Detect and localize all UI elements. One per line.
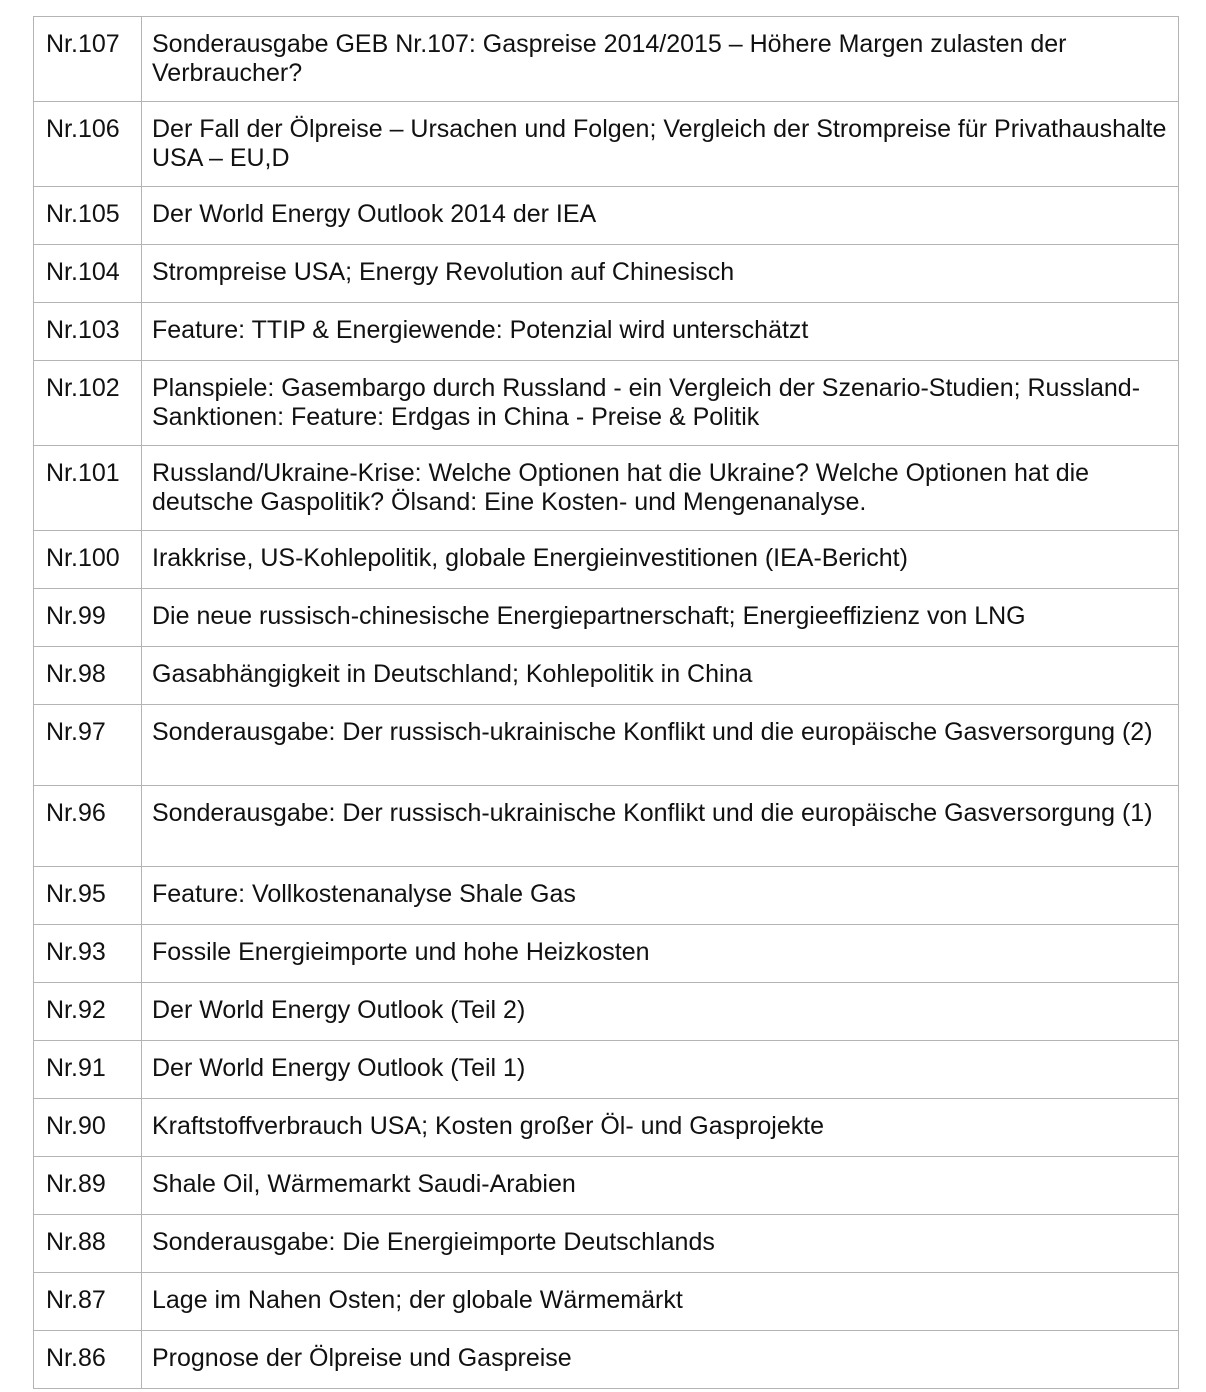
issue-row — [34, 531, 1179, 589]
issue-row — [34, 303, 1179, 361]
issue-number: Nr.91 — [34, 1041, 142, 1099]
issue-title: Der World Energy Outlook 2014 der IEA — [142, 187, 1179, 245]
issue-number: Nr.88 — [34, 1215, 142, 1273]
issue-number: Nr.98 — [34, 647, 142, 705]
issue-title: Gasabhängigkeit in Deutschland; Kohlepolitik in China — [142, 647, 1179, 705]
issue-title: Lage im Nahen Osten; der globale Wärmemärkt — [142, 1273, 1179, 1331]
issue-number: Nr.89 — [34, 1157, 142, 1215]
issue-number: Nr.86 — [34, 1331, 142, 1389]
issue-number: Nr.90 — [34, 1099, 142, 1157]
issue-number: Nr.102 — [34, 361, 142, 446]
issue-number: Nr.105 — [34, 187, 142, 245]
issues-table-body — [34, 17, 1179, 1389]
issue-title: Feature: Vollkostenanalyse Shale Gas — [142, 867, 1179, 925]
issue-row — [34, 1331, 1179, 1389]
issue-row — [34, 187, 1179, 245]
issue-title: Der World Energy Outlook (Teil 1) — [142, 1041, 1179, 1099]
issue-row — [34, 17, 1179, 102]
issue-number: Nr.95 — [34, 867, 142, 925]
issue-title: Sonderausgabe: Der russisch-ukrainische Konflikt und die europäische Gasversorgung (2) — [142, 705, 1179, 786]
issue-row — [34, 867, 1179, 925]
issue-title: Feature: TTIP & Energiewende: Potenzial wird unterschätzt — [142, 303, 1179, 361]
issue-row — [34, 1041, 1179, 1099]
issue-row — [34, 1215, 1179, 1273]
issue-row — [34, 925, 1179, 983]
issue-number: Nr.104 — [34, 245, 142, 303]
issue-number: Nr.92 — [34, 983, 142, 1041]
issue-row — [34, 446, 1179, 531]
issue-number: Nr.97 — [34, 705, 142, 786]
issue-row — [34, 245, 1179, 303]
issue-number: Nr.101 — [34, 446, 142, 531]
issue-row — [34, 1099, 1179, 1157]
issue-title: Sonderausgabe: Der russisch-ukrainische Konflikt und die europäische Gasversorgung (1) — [142, 786, 1179, 867]
issue-number: Nr.87 — [34, 1273, 142, 1331]
issue-title: Planspiele: Gasembargo durch Russland - ein Vergleich der Szenario-Studien; Russland-Sanktionen: Feature: Erdgas in China - Preise & Politik — [142, 361, 1179, 446]
issue-title: Sonderausgabe GEB Nr.107: Gaspreise 2014/2015 – Höhere Margen zulasten der Verbraucher? — [142, 17, 1179, 102]
issue-title: Irakkrise, US-Kohlepolitik, globale Energieinvestitionen (IEA-Bericht) — [142, 531, 1179, 589]
issue-title: Shale Oil, Wärmemarkt Saudi-Arabien — [142, 1157, 1179, 1215]
issue-row — [34, 1273, 1179, 1331]
issue-row — [34, 589, 1179, 647]
issue-row — [34, 983, 1179, 1041]
issue-title: Fossile Energieimporte und hohe Heizkosten — [142, 925, 1179, 983]
issue-title: Der Fall der Ölpreise – Ursachen und Folgen; Vergleich der Strompreise für Privathaushalte USA – EU,D — [142, 102, 1179, 187]
issue-title: Russland/Ukraine-Krise: Welche Optionen hat die Ukraine? Welche Optionen hat die deutsche Gaspolitik? Ölsand: Eine Kosten- und Mengenanalyse. — [142, 446, 1179, 531]
issue-number: Nr.103 — [34, 303, 142, 361]
issue-number: Nr.99 — [34, 589, 142, 647]
issue-number: Nr.93 — [34, 925, 142, 983]
issue-title: Strompreise USA; Energy Revolution auf Chinesisch — [142, 245, 1179, 303]
issue-title: Der World Energy Outlook (Teil 2) — [142, 983, 1179, 1041]
issue-number: Nr.96 — [34, 786, 142, 867]
issue-row — [34, 786, 1179, 867]
issue-row — [34, 1157, 1179, 1215]
issue-number: Nr.106 — [34, 102, 142, 187]
issue-row — [34, 361, 1179, 446]
issue-number: Nr.107 — [34, 17, 142, 102]
issue-title: Prognose der Ölpreise und Gaspreise — [142, 1331, 1179, 1389]
issue-number: Nr.100 — [34, 531, 142, 589]
issue-title: Sonderausgabe: Die Energieimporte Deutschlands — [142, 1215, 1179, 1273]
issue-title: Die neue russisch-chinesische Energiepartnerschaft; Energieeffizienz von LNG — [142, 589, 1179, 647]
issue-title: Kraftstoffverbrauch USA; Kosten großer Öl- und Gasprojekte — [142, 1099, 1179, 1157]
issue-row — [34, 647, 1179, 705]
issues-table — [33, 16, 1179, 1389]
issue-row — [34, 102, 1179, 187]
issue-row — [34, 705, 1179, 786]
